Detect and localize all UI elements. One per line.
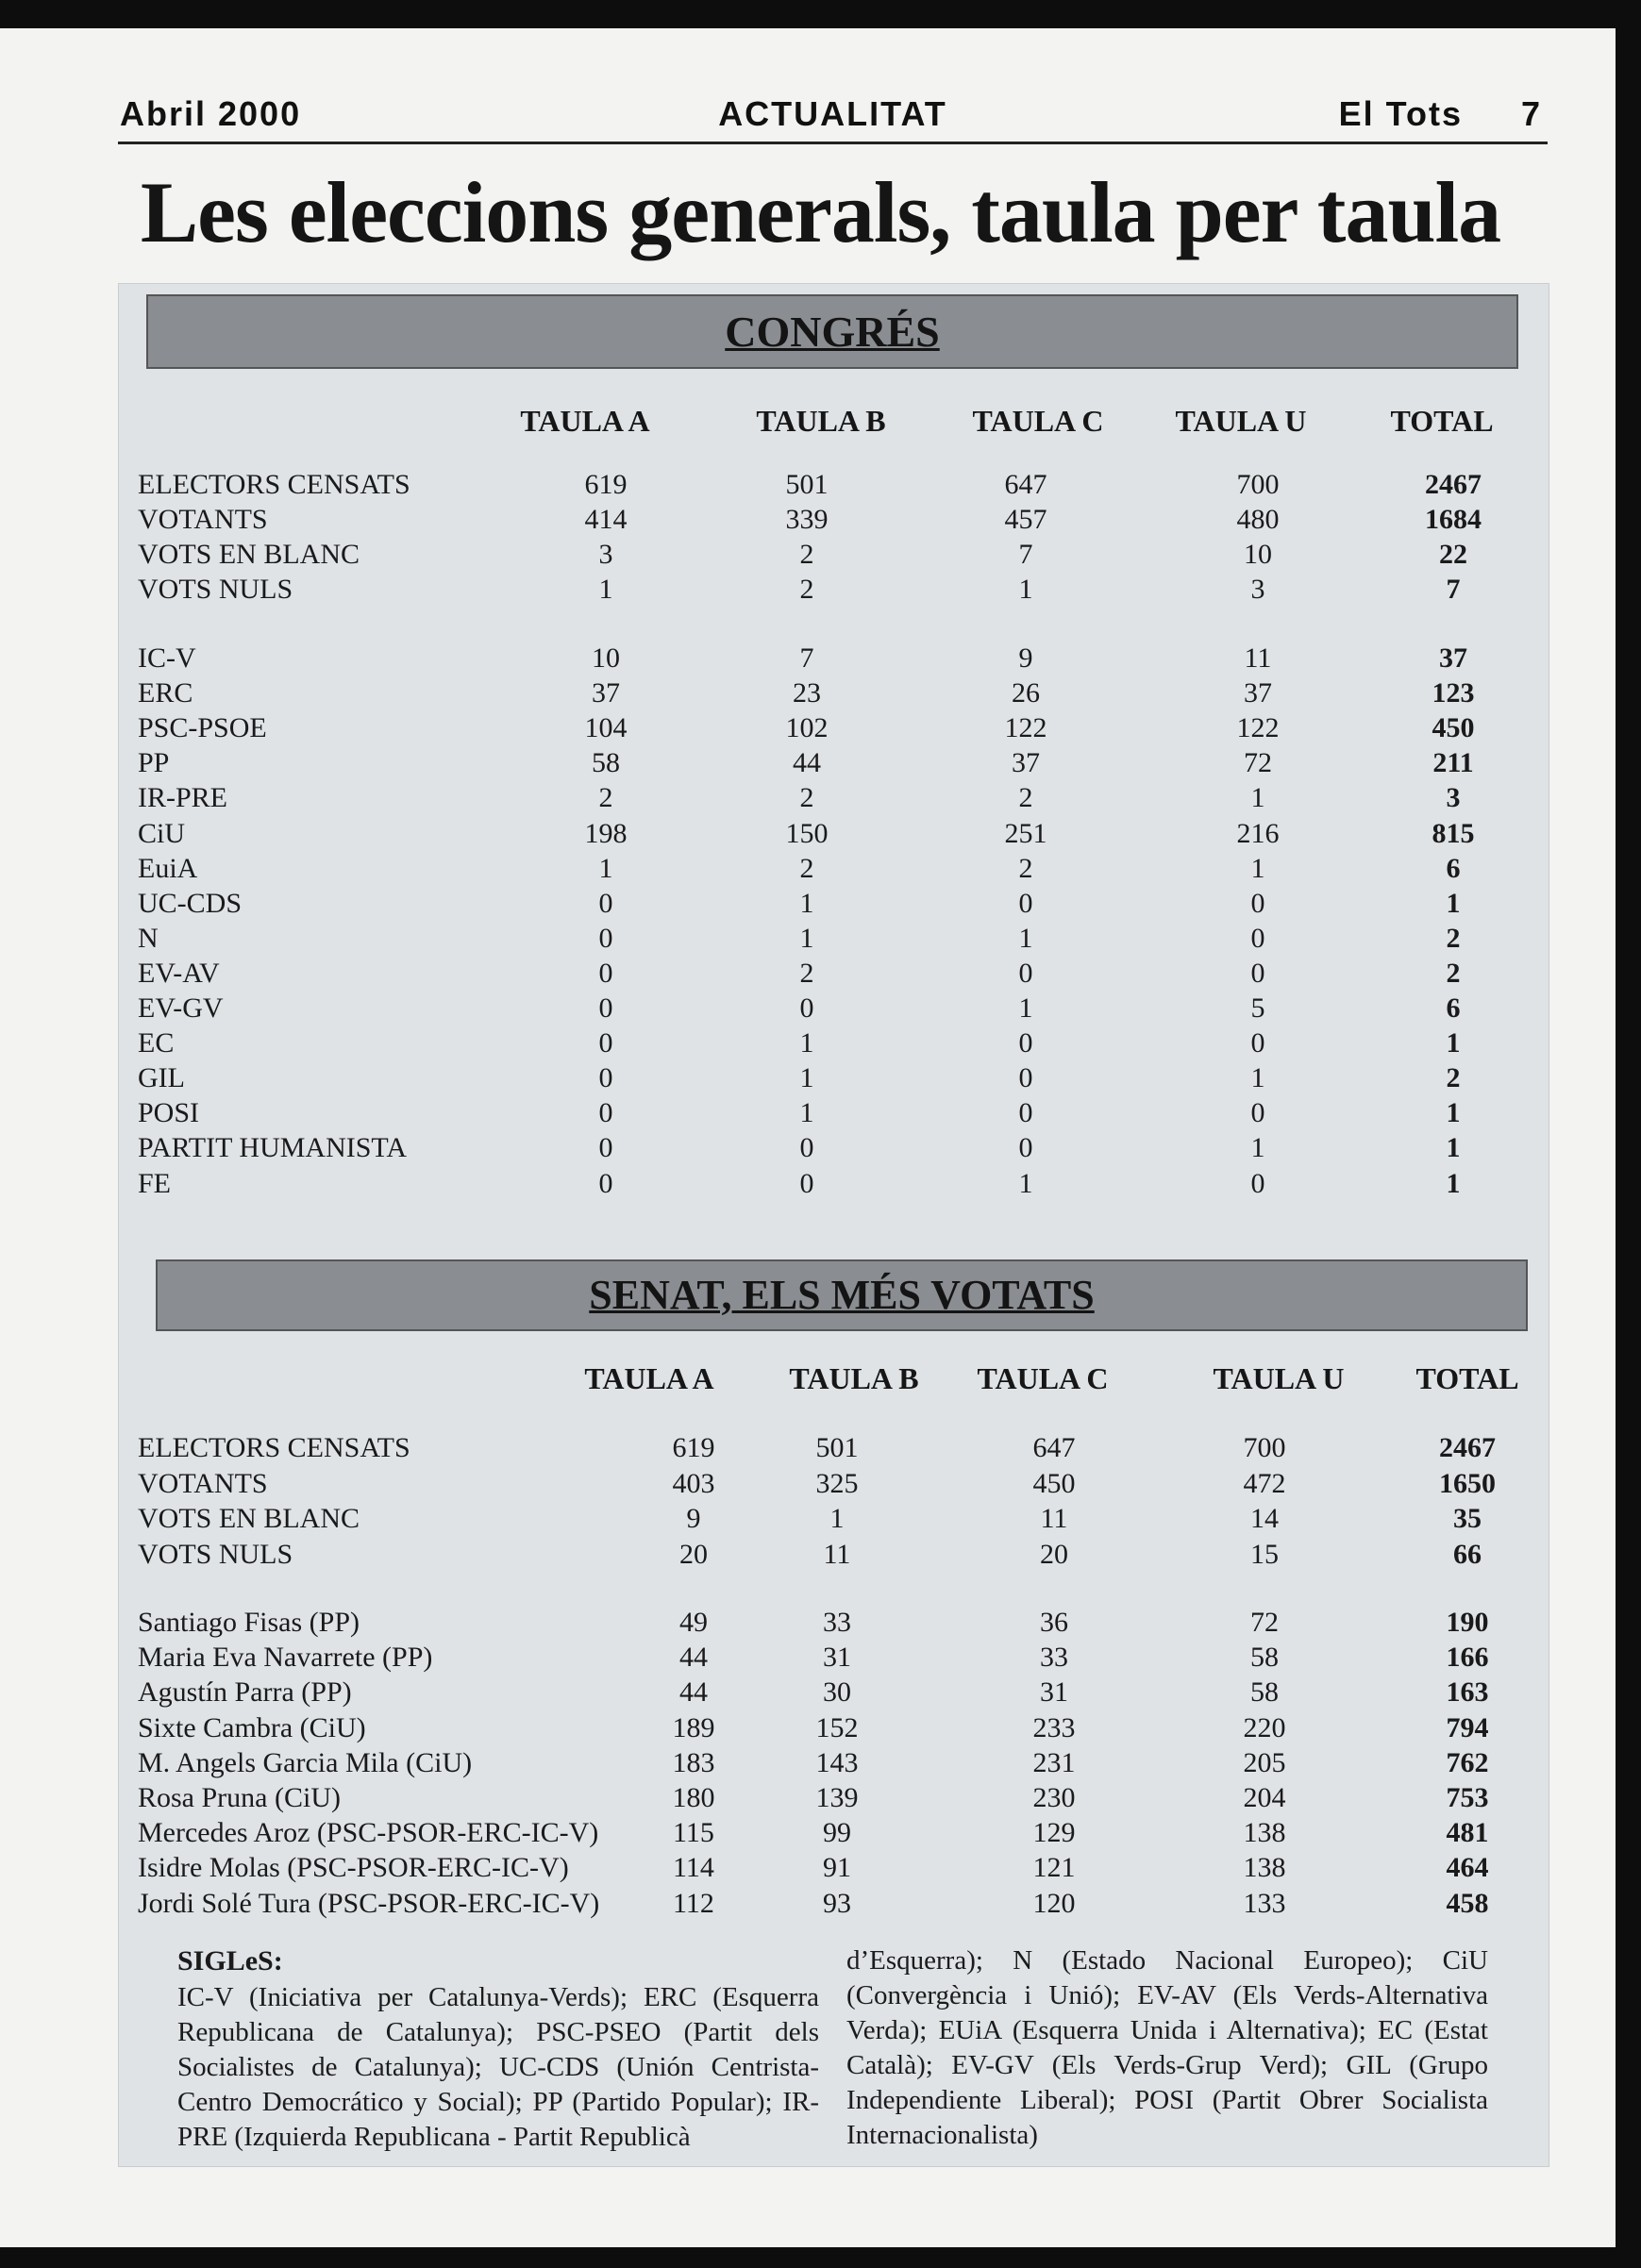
row-label: VOTS NULS xyxy=(138,1538,293,1570)
table-cell: 0 xyxy=(1250,1097,1265,1129)
table-cell: 143 xyxy=(815,1746,859,1778)
table-cell: 58 xyxy=(1250,1676,1279,1709)
table-cell: 11 xyxy=(1244,642,1272,674)
table-cell: 0 xyxy=(1018,1027,1033,1059)
column-header: TOTAL xyxy=(1415,1361,1519,1395)
sigles-left-column xyxy=(177,1943,819,2155)
table-cell: 198 xyxy=(584,817,628,849)
column-header: TAULA U xyxy=(1175,404,1307,438)
sigles-right-column xyxy=(846,1943,1488,2153)
row-label: Santiago Fisas (PP) xyxy=(138,1607,360,1638)
table-cell: 31 xyxy=(823,1642,851,1674)
table-cell: 58 xyxy=(592,747,620,779)
page-header xyxy=(118,74,1548,144)
table-cell: 5 xyxy=(1250,992,1265,1024)
table-cell: 1 xyxy=(1250,1062,1265,1094)
row-label: N xyxy=(138,922,159,954)
table-cell: 138 xyxy=(1243,1817,1286,1849)
table-cell: 501 xyxy=(785,469,829,500)
table-cell: 180 xyxy=(672,1782,715,1813)
row-label: Jordi Solé Tura (PSC-PSOR-ERC-IC-V) xyxy=(138,1887,600,1919)
row-label: UC-CDS xyxy=(138,887,243,919)
table-cell: 2 xyxy=(799,852,814,884)
row-label: ELECTORS CENSATS xyxy=(138,469,410,500)
table-cell: 233 xyxy=(1032,1711,1076,1743)
table-cell: 0 xyxy=(598,1097,613,1129)
column-header: TOTAL xyxy=(1390,404,1494,438)
table-cell: 204 xyxy=(1243,1782,1286,1813)
total-cell: 6 xyxy=(1446,852,1461,884)
table-cell: 1 xyxy=(1250,852,1265,884)
table-cell: 1 xyxy=(799,1062,814,1094)
table-cell: 36 xyxy=(1040,1607,1068,1638)
row-label: VOTS EN BLANC xyxy=(138,1503,360,1534)
table-cell: 1 xyxy=(1018,922,1033,954)
row-label: GIL xyxy=(138,1062,185,1094)
table-cell: 0 xyxy=(799,1132,814,1164)
total-cell: 2 xyxy=(1446,957,1461,989)
table-cell: 501 xyxy=(815,1432,859,1463)
row-label: VOTS EN BLANC xyxy=(138,539,360,570)
total-cell: 1684 xyxy=(1425,504,1482,535)
table-cell: 403 xyxy=(672,1467,715,1499)
table-cell: 23 xyxy=(793,677,821,709)
table-cell: 0 xyxy=(1018,1097,1033,1129)
table-cell: 9 xyxy=(1018,642,1033,674)
table-cell: 104 xyxy=(584,712,628,744)
table-cell: 216 xyxy=(1236,817,1280,849)
row-label: FE xyxy=(138,1167,172,1199)
table-cell: 31 xyxy=(1040,1676,1068,1709)
row-label: Maria Eva Navarrete (PP) xyxy=(138,1642,433,1674)
table-cell: 0 xyxy=(598,922,613,954)
total-cell: 1 xyxy=(1446,887,1461,919)
table-cell: 1 xyxy=(829,1503,845,1534)
table-cell: 457 xyxy=(1004,504,1047,535)
total-cell: 815 xyxy=(1432,817,1475,849)
table-cell: 14 xyxy=(1250,1503,1279,1534)
total-cell: 7 xyxy=(1446,574,1461,605)
table-cell: 0 xyxy=(598,1167,613,1199)
table-cell: 20 xyxy=(679,1538,708,1570)
table-cell: 2 xyxy=(1018,852,1033,884)
table-cell: 129 xyxy=(1032,1817,1076,1849)
table-cell: 3 xyxy=(598,539,613,570)
table-cell: 115 xyxy=(673,1817,714,1849)
table-cell: 2 xyxy=(598,782,613,814)
table-cell: 0 xyxy=(799,1167,814,1199)
table-cell: 230 xyxy=(1032,1782,1076,1813)
table-cell: 0 xyxy=(1018,1062,1033,1094)
table-cell: 1 xyxy=(799,1027,814,1059)
total-cell: 464 xyxy=(1446,1852,1489,1884)
row-label: EV-GV xyxy=(138,992,224,1024)
table-cell: 2 xyxy=(799,782,814,814)
table-cell: 2 xyxy=(1018,782,1033,814)
table-cell: 122 xyxy=(1004,712,1047,744)
row-label: PARTIT HUMANISTA xyxy=(138,1132,407,1164)
row-label: EV-AV xyxy=(138,957,220,989)
table-cell: 0 xyxy=(1250,957,1265,989)
table-cell: 450 xyxy=(1032,1467,1076,1499)
table-cell: 1 xyxy=(799,887,814,919)
table-cell: 619 xyxy=(672,1432,715,1463)
total-cell: 1650 xyxy=(1439,1467,1496,1499)
table-cell: 0 xyxy=(598,992,613,1024)
table-cell: 183 xyxy=(672,1746,715,1778)
congres-heading-bar xyxy=(146,294,1518,369)
total-cell: 22 xyxy=(1439,539,1467,570)
table-cell: 44 xyxy=(793,747,821,779)
table-cell: 700 xyxy=(1243,1432,1286,1463)
table-cell: 120 xyxy=(1032,1887,1076,1919)
total-cell: 163 xyxy=(1446,1676,1489,1709)
table-cell: 49 xyxy=(679,1607,708,1638)
table-cell: 3 xyxy=(1250,574,1265,605)
table-cell: 150 xyxy=(785,817,829,849)
table-cell: 102 xyxy=(785,712,829,744)
table-cell: 205 xyxy=(1243,1746,1286,1778)
total-cell: 450 xyxy=(1432,712,1475,744)
table-cell: 1 xyxy=(598,852,613,884)
table-cell: 44 xyxy=(679,1642,708,1674)
table-cell: 0 xyxy=(1018,1132,1033,1164)
row-label: PP xyxy=(138,747,170,779)
total-cell: 37 xyxy=(1439,642,1467,674)
total-cell: 762 xyxy=(1446,1746,1489,1778)
table-cell: 33 xyxy=(1040,1642,1068,1674)
table-cell: 339 xyxy=(785,504,829,535)
table-cell: 7 xyxy=(1018,539,1033,570)
row-label: PSC-PSOE xyxy=(138,712,267,744)
table-cell: 133 xyxy=(1243,1887,1286,1919)
table-cell: 0 xyxy=(598,887,613,919)
total-cell: 2467 xyxy=(1425,469,1482,500)
total-cell: 794 xyxy=(1446,1711,1489,1743)
row-label: M. Angels Garcia Mila (CiU) xyxy=(138,1746,473,1778)
table-cell: 700 xyxy=(1236,469,1280,500)
total-cell: 2467 xyxy=(1439,1432,1496,1463)
total-cell: 1 xyxy=(1446,1167,1461,1199)
table-cell: 30 xyxy=(823,1676,851,1709)
total-cell: 481 xyxy=(1446,1817,1489,1849)
table-cell: 0 xyxy=(598,1027,613,1059)
table-cell: 20 xyxy=(1040,1538,1068,1570)
article-title: Les eleccions generals, taula per taula xyxy=(140,164,1501,260)
row-label: Isidre Molas (PSC-PSOR-ERC-IC-V) xyxy=(138,1852,569,1884)
table-cell: 1 xyxy=(1250,782,1265,814)
table-cell: 37 xyxy=(592,677,620,709)
row-label: Sixte Cambra (CiU) xyxy=(138,1711,366,1743)
row-label: CiU xyxy=(138,817,186,849)
table-cell: 139 xyxy=(815,1782,859,1813)
table-cell: 33 xyxy=(823,1607,851,1638)
table-cell: 15 xyxy=(1250,1538,1279,1570)
table-cell: 189 xyxy=(672,1711,715,1743)
table-cell: 72 xyxy=(1250,1607,1279,1638)
total-cell: 123 xyxy=(1432,677,1475,709)
table-cell: 1 xyxy=(1018,1167,1033,1199)
total-cell: 753 xyxy=(1446,1782,1489,1813)
table-cell: 122 xyxy=(1236,712,1280,744)
table-cell: 1 xyxy=(799,922,814,954)
table-cell: 10 xyxy=(592,642,620,674)
table-cell: 112 xyxy=(673,1887,714,1919)
table-cell: 138 xyxy=(1243,1852,1286,1884)
total-cell: 2 xyxy=(1446,1062,1461,1094)
row-label: Agustín Parra (PP) xyxy=(138,1676,352,1709)
column-header: TAULA U xyxy=(1213,1361,1345,1395)
table-cell: 414 xyxy=(584,504,628,535)
row-label: EuiA xyxy=(138,852,198,884)
column-header: TAULA A xyxy=(584,1361,714,1395)
table-cell: 99 xyxy=(823,1817,851,1849)
table-cell: 647 xyxy=(1004,469,1047,500)
table-cell: 44 xyxy=(679,1676,708,1709)
table-cell: 251 xyxy=(1004,817,1047,849)
table-cell: 1 xyxy=(1018,992,1033,1024)
table-cell: 0 xyxy=(598,957,613,989)
senat-heading: SENAT, ELS MÉS VOTATS xyxy=(589,1272,1095,1318)
table-cell: 7 xyxy=(799,642,814,674)
table-cell: 1 xyxy=(598,574,613,605)
table-cell: 9 xyxy=(686,1503,701,1534)
sigles-right-text: d’Esquerra); N (Estado Nacional Europeo); CiU (Convergència i Unió); EV-AV (Els Verds-Alternativa Verda); EUiA (Esquerra Unida i Alternativa); EC (Estat Català); EV-GV (Els Verds-Grup Verd); GIL (Grupo Independiente Liberal); POSI (Partit Obrer Socialista Internacionalista) xyxy=(846,1945,1488,2150)
table-cell: 11 xyxy=(823,1538,851,1570)
row-label: IR-PRE xyxy=(138,782,228,814)
sigles-left-text: IC-V (Iniciativa per Catalunya-Verds); ERC (Esquerra Republicana de Catalunya); PSC-PSEO (Partit dels Socialistes de Catalunya); UC-CDS (Unión Centrista-Centro Democrático y Social); PP (Partido Popular); IR-PRE (Izquierda Republicana - Partit Republicà xyxy=(177,1982,819,2152)
table-cell: 37 xyxy=(1012,747,1040,779)
table-cell: 647 xyxy=(1032,1432,1076,1463)
total-cell: 3 xyxy=(1446,782,1461,814)
table-cell: 11 xyxy=(1040,1503,1068,1534)
table-cell: 2 xyxy=(799,957,814,989)
row-label: ELECTORS CENSATS xyxy=(138,1432,410,1463)
table-cell: 58 xyxy=(1250,1642,1279,1674)
row-label: POSI xyxy=(138,1097,200,1129)
table-cell: 1 xyxy=(1018,574,1033,605)
total-cell: 166 xyxy=(1446,1642,1489,1674)
table-cell: 26 xyxy=(1012,677,1040,709)
total-cell: 1 xyxy=(1446,1027,1461,1059)
total-cell: 1 xyxy=(1446,1097,1461,1129)
table-cell: 10 xyxy=(1244,539,1272,570)
column-header: TAULA C xyxy=(977,1361,1109,1395)
total-cell: 211 xyxy=(1432,747,1474,779)
column-header: TAULA C xyxy=(972,404,1104,438)
table-cell: 0 xyxy=(1018,957,1033,989)
row-label: Mercedes Aroz (PSC-PSOR-ERC-IC-V) xyxy=(138,1817,599,1849)
total-cell: 190 xyxy=(1446,1607,1489,1638)
header-date: Abril 2000 xyxy=(120,94,302,133)
table-cell: 91 xyxy=(823,1852,851,1884)
table-cell: 72 xyxy=(1244,747,1272,779)
table-cell: 0 xyxy=(1250,922,1265,954)
table-cell: 231 xyxy=(1032,1746,1076,1778)
header-section: ACTUALITAT xyxy=(718,94,947,133)
table-cell: 472 xyxy=(1243,1467,1286,1499)
table-cell: 114 xyxy=(673,1852,714,1884)
senat-heading-bar xyxy=(156,1259,1528,1331)
table-cell: 93 xyxy=(823,1887,851,1919)
table-cell: 37 xyxy=(1244,677,1272,709)
row-label: ERC xyxy=(138,677,193,709)
table-cell: 0 xyxy=(598,1132,613,1164)
table-cell: 1 xyxy=(1250,1132,1265,1164)
congres-heading: CONGRÉS xyxy=(725,308,940,356)
table-cell: 0 xyxy=(1250,1167,1265,1199)
total-cell: 1 xyxy=(1446,1132,1461,1164)
row-label: EC xyxy=(138,1027,175,1059)
table-cell: 2 xyxy=(799,574,814,605)
total-cell: 35 xyxy=(1453,1503,1482,1534)
column-header: TAULA B xyxy=(756,404,886,438)
table-cell: 325 xyxy=(815,1467,859,1499)
table-cell: 220 xyxy=(1243,1711,1286,1743)
table-cell: 0 xyxy=(1250,887,1265,919)
row-label: IC-V xyxy=(138,642,196,674)
table-cell: 0 xyxy=(799,992,814,1024)
table-cell: 152 xyxy=(815,1711,859,1743)
column-header: TAULA A xyxy=(520,404,650,438)
total-cell: 6 xyxy=(1446,992,1461,1024)
table-cell: 0 xyxy=(1250,1027,1265,1059)
table-cell: 0 xyxy=(1018,887,1033,919)
total-cell: 458 xyxy=(1446,1887,1489,1919)
sigles-title: SIGLeS: xyxy=(177,1945,283,1976)
total-cell: 2 xyxy=(1446,922,1461,954)
table-cell: 121 xyxy=(1032,1852,1076,1884)
row-label: VOTANTS xyxy=(138,1467,268,1499)
row-label: VOTANTS xyxy=(138,504,268,535)
table-cell: 619 xyxy=(584,469,628,500)
table-cell: 1 xyxy=(799,1097,814,1129)
header-publication: El Tots xyxy=(1338,94,1463,133)
row-label: VOTS NULS xyxy=(138,574,293,605)
table-cell: 0 xyxy=(598,1062,613,1094)
header-page-number: 7 xyxy=(1520,94,1542,133)
column-header: TAULA B xyxy=(789,1361,919,1395)
row-label: Rosa Pruna (CiU) xyxy=(138,1782,341,1813)
total-cell: 66 xyxy=(1453,1538,1482,1570)
table-cell: 2 xyxy=(799,539,814,570)
table-cell: 480 xyxy=(1236,504,1280,535)
